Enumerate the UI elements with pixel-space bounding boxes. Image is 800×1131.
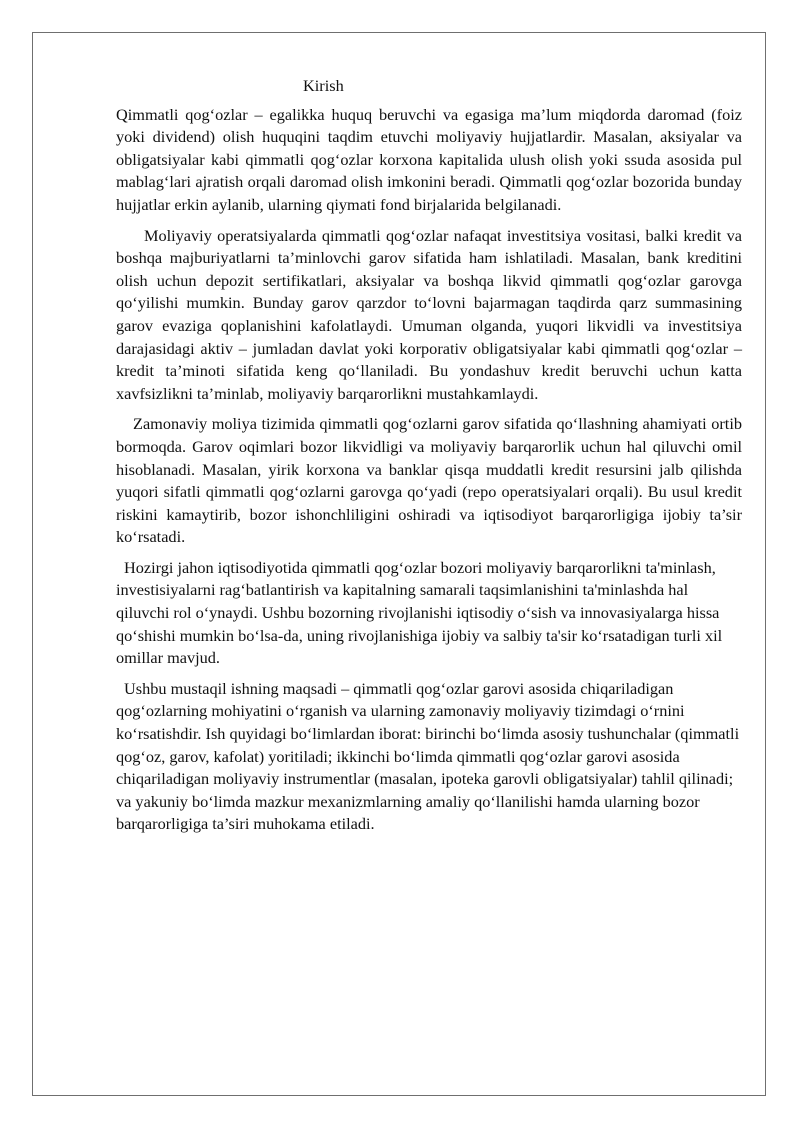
paragraph-1: Qimmatli qog‘ozlar – egalikka huquq beruvchi va egasiga ma’lum miqdorda daromad (foiz yoki dividend) olish huquqini taqdim etuvchi moliyaviy hujjatlardir. Masalan, aksiyalar va obligatsiyalar kabi qimmatli qog‘ozlar korxona kapitalida ulush olish yoki ssuda asosida pul mablag‘lari ajratish orqali daromad olish imkonini beradi. Qimmatli qog‘ozlar bozorida bunday hujjatlar erkin aylanib, ularning qiymati fond birjalarida belgilanadi. [116,104,742,214]
paragraph-2: Moliyaviy operatsiyalarda qimmatli qog‘ozlar nafaqat investitsiya vositasi, balki kredit va boshqa majburiyatlarni ta’minlovchi garov sifatida ham ishlatiladi. Masalan, bank kreditini olish uchun depozit sertifikatlari, aksiyalar va boshqa likvid qimmatli qog‘ozlar garovga qo‘yilishi mumkin. Bunday garov qarzdor to‘lovni bajarmagan taqdirda qarz summasining garov evaziga qoplanishini kafolatlaydi. Umuman olganda, yuqori likvidli va investitsiya darajasidagi aktiv – jumladan davlat yoki korporativ obligatsiyalar kabi qimmatli qog‘ozlar – kredit ta’minoti sifatida keng qo‘llaniladi. Bu yondashuv kredit beruvchi uchun katta xavfsizlikni ta’minlab, moliyaviy barqarorlikni mustahkamlaydi. [116,225,742,403]
section-title: Kirish [303,76,344,95]
document-body [116,75,742,844]
paragraph-3: Zamonaviy moliya tizimida qimmatli qog‘ozlarni garov sifatida qo‘llashning ahamiyati ortib bormoqda. Garov oqimlari bozor likvidligi va moliyaviy barqarorlik uchun hal qiluvchi omil hisoblanadi. Masalan, yirik korxona va banklar qisqa muddatli kredit resursini jalb qilishda yuqori sifatli qimmatli qog‘ozlarni garovga qo‘yadi (repo operatsiyalari orqali). Bu usul kredit riskini kamaytirib, bozor ishonchliligini oshiradi va iqtisodiyot barqarorligiga ijobiy ta’sir ko‘rsatadi. [116,414,742,547]
paragraph-5: Ushbu mustaqil ishning maqsadi – qimmatli qog‘ozlar garovi asosida chiqariladigan qog‘ozlarning mohiyatini o‘rganish va ularning zamonaviy moliyaviy tizimdagi o‘rnini ko‘rsatishdir. Ish quyidagi bo‘limlardan iborat: birinchi bo‘limda asosiy tushunchalar (qimmatli qog‘oz, garov, kafolat) yoritiladi; ikkinchi bo‘limda qimmatli qog‘ozlar garovi asosida chiqariladigan moliyaviy instrumentlar (masalan, ipoteka garovli obligatsiyalar) tahlil qilinadi; va yakuniy bo‘limda mazkur mexanizmlarning amaliy qo‘llanilishi hamda ularning bozor barqarorligiga ta’siri muhokama etiladi. [116,678,740,834]
paragraph-4: Hozirgi jahon iqtisodiyotida qimmatli qog‘ozlar bozori moliyaviy barqarorlikni ta'minlash, investisiyalarni rag‘batlantirish va kapitalning samarali taqsimlanishini ta'minlashda hal qiluvchi rol o‘ynaydi. Ushbu bozorning rivojlanishi iqtisodiy o‘sish va innovasiyalarga hissa qo‘shishi mumkin bo‘lsa-da, uning rivojlanishiga ijobiy va salbiy ta'sir ko‘rsatadigan turli xil omillar mavjud. [116,557,723,668]
